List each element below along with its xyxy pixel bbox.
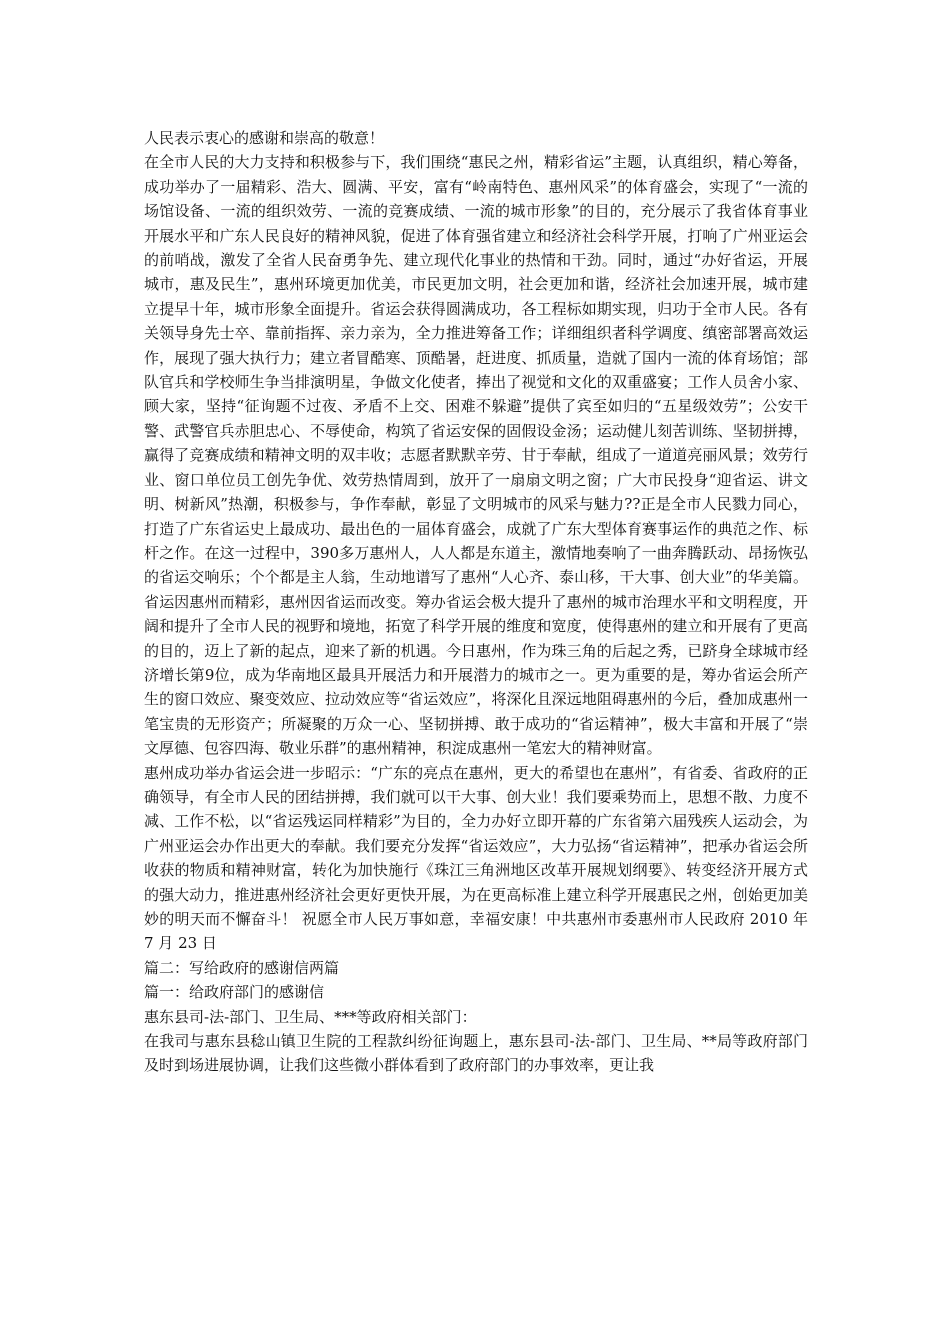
subsection-heading: 篇一：给政府部门的感谢信 (144, 983, 325, 1002)
paragraph-body-3: 在我司与惠东县稔山镇卫生院的工程款纠纷征询题上，惠东县司-法-部门、卫生局、**局等政府部门及时到场进展协调，让我们这些微小群体看到了政府部门的办事效率，更让我 (144, 1032, 808, 1075)
paragraph-opening: 人民表示衷心的感谢和崇高的敬意！ (144, 129, 385, 147)
document-page (144, 126, 808, 1078)
letter-salutation: 惠东县司-法-部门、卫生局、***等政府相关部门： (144, 1007, 477, 1026)
paragraph-body-1: 在全市人民的大力支持和积极参与下，我们围绕“惠民之州，精彩省运”主题，认真组织，精心筹备，成功举办了一届精彩、浩大、圆满、平安，富有“岭南特色、惠州风采”的体育盛会，实现了“一流的场馆设备、一流的组织效劳、一流的竞赛成绩、一流的城市形象”的目的，充分展示了我省体育事业开展水平和广东人民良好的精神风貌，促进了体育强省建立和经济社会科学开展，打响了广州亚运会的前哨战，激发了全省人民奋勇争先、建立现代化事业的热情和干劲。同时，通过“办好省运，开展城市，惠及民生”，惠州环境更加优美，市民更加文明，社会更加和谐，经济社会加速开展，城市建立提早十年，城市形象全面提升。省运会获得圆满成功，各工程标如期实现，归功于全市人民。各有关领导身先士卒、靠前指挥、亲力亲为，全力推进筹备工作；详细组织者科学调度、缜密部署高效运作，展现了强大执行力；建立者冒酷寒、顶酷暑，赶进度、抓质量，造就了国内一流的体育场馆；部队官兵和学校师生争当排演明星，争做文化使者，捧出了视觉和文化的双重盛宴；工作人员舍小家、顾大家，坚持“征询题不过夜、矛盾不上交、困难不躲避”提供了宾至如归的“五星级效劳”；公安干警、武警官兵赤胆忠心、不辱使命，构筑了省运安保的固假设金汤；运动健儿刻苦训练、坚韧拼搏，赢得了竞赛成绩和精神文明的双丰收；志愿者默默辛劳、甘于奉献，组成了一道道亮丽风景；效劳行业、窗口单位员工创先争优、效劳热情周到，放开了一扇扇文明之窗；广大市民投身“迎省运、讲文明、树新风”热潮，积极参与，争作奉献，彰显了文明城市的风采与魅力??正是全市人民戮力同心，打造了广东省运史上最成功、最出色的一届体育盛会，成就了广东大型体育赛事运作的典范之作、标杆之作。在这一过程中，390多万惠州人，人人都是东道主，激情地奏响了一曲奔腾跃动、昂扬恢弘的省运交响乐；个个都是主人翁，生动地谱写了惠州“人心齐、泰山移，干大事、创大业”的华美篇。省运因惠州而精彩，惠州因省运而改变。筹办省运会极大提升了惠州的城市治理水平和文明程度，开阔和提升了全市人民的视野和境地，拓宽了科学开展的维度和宽度，使得惠州的建立和开展有了更高的目的，迈上了新的起点，迎来了新的机遇。今日惠州，作为珠三角的后起之秀，已跻身全球城市经济增长第9位，成为华南地区最具开展活力和开展潜力的城市之一。更为重要的是，筹办省运会所产生的窗口效应、聚变效应、拉动效应等“省运效应”，将深化且深远地阻碍惠州的今后，叠加成惠州一笔宝贵的无形资产；所凝聚的万众一心、坚韧拼搏、敢于成功的“省运精神”，极大丰富和开展了“崇文厚德、包容四海、敬业乐群”的惠州精神，积淀成惠州一笔宏大的精神财富。 (144, 153, 808, 758)
section-heading: 篇二：写给政府的感谢信两篇 (144, 958, 340, 977)
paragraph-body-2: 惠州成功举办省运会进一步昭示：“广东的亮点在惠州，更大的希望也在惠州”，有省委、省政府的正确领导，有全市人民的团结拼搏，我们就可以干大事、创大业！我们要乘势而上，思想不散、力度不减、工作不松，以“省运残运同样精彩”为目的，全力办好立即开幕的广东省第六届残疾人运动会，为广州亚运会办作出更大的奉献。我们要充分发挥“省运效应”，大力弘扬“省运精神”，把承办省运会所收获的物质和精神财富，转化为加快施行《珠江三角洲地区改革开展规划纲要》、转变经济开展方式的强大动力，推进惠州经济社会更好更快开展，为在更高标准上建立科学开展惠民之州，创始更加美妙的明天而不懈奋斗！ 祝愿全市人民万事如意，幸福安康！中共惠州市委惠州市人民政府 2010 年 7 月 23 日 (144, 763, 808, 953)
